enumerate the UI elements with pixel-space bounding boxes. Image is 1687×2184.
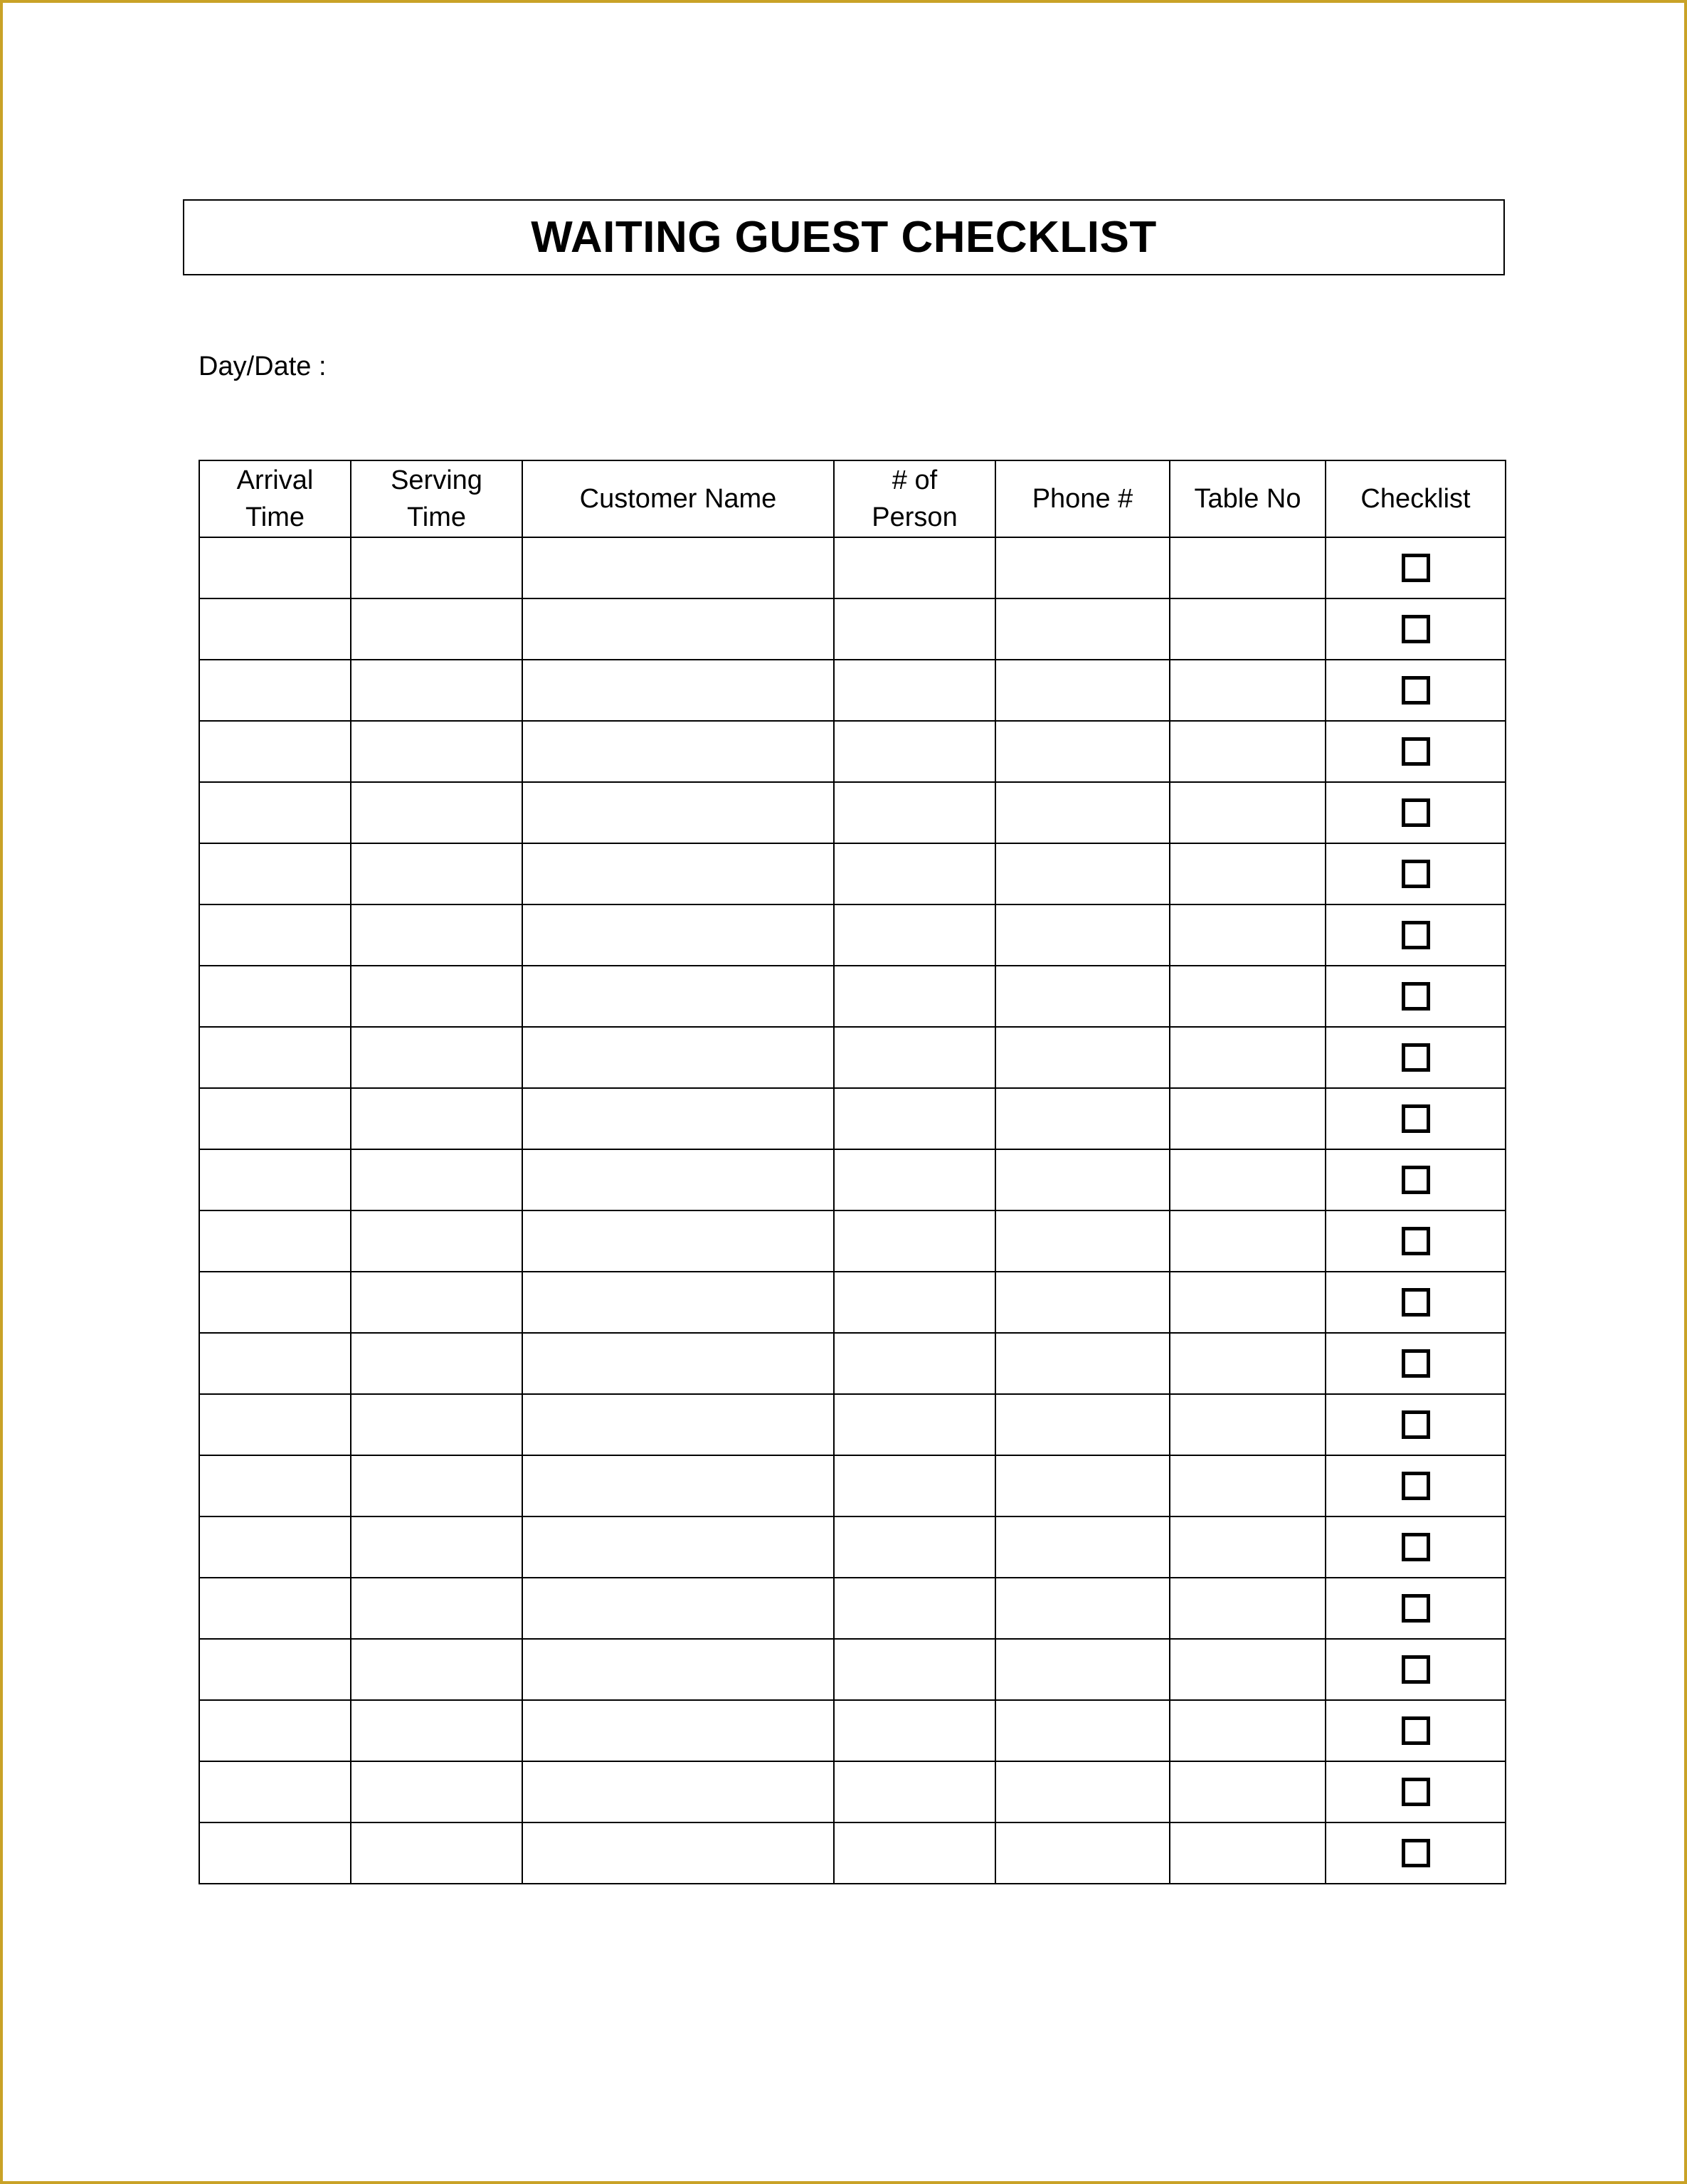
cell-checklist — [1326, 660, 1506, 721]
checklist-checkbox[interactable] — [1402, 1594, 1430, 1623]
checklist-checkbox[interactable] — [1402, 1288, 1430, 1317]
cell-table-no[interactable] — [1170, 843, 1326, 904]
cell-serving-time[interactable] — [351, 1088, 522, 1149]
cell-number-of-person[interactable] — [834, 1761, 995, 1822]
cell-serving-time[interactable] — [351, 1149, 522, 1210]
cell-customer-name[interactable] — [522, 1333, 834, 1394]
cell-arrival-time[interactable] — [199, 843, 351, 904]
cell-number-of-person[interactable] — [834, 598, 995, 660]
cell-serving-time[interactable] — [351, 782, 522, 843]
cell-phone[interactable] — [995, 1333, 1170, 1394]
cell-phone[interactable] — [995, 1822, 1170, 1884]
cell-serving-time[interactable] — [351, 1578, 522, 1639]
cell-checklist — [1326, 843, 1506, 904]
cell-checklist — [1326, 966, 1506, 1027]
cell-arrival-time[interactable] — [199, 1822, 351, 1884]
cell-number-of-person[interactable] — [834, 904, 995, 966]
cell-table-no[interactable] — [1170, 537, 1326, 598]
cell-serving-time[interactable] — [351, 1761, 522, 1822]
cell-serving-time[interactable] — [351, 598, 522, 660]
table-row — [199, 1700, 1506, 1761]
cell-customer-name[interactable] — [522, 1700, 834, 1761]
cell-customer-name[interactable] — [522, 721, 834, 782]
header-arrival-time — [199, 460, 351, 537]
cell-arrival-time[interactable] — [199, 1027, 351, 1088]
cell-serving-time[interactable] — [351, 1210, 522, 1272]
title-box — [183, 199, 1505, 275]
header-label: # of — [892, 465, 938, 495]
cell-customer-name[interactable] — [522, 904, 834, 966]
cell-phone[interactable] — [995, 1639, 1170, 1700]
checklist-checkbox[interactable] — [1402, 921, 1430, 949]
cell-serving-time[interactable] — [351, 1027, 522, 1088]
table-body — [199, 537, 1506, 1884]
checklist-checkbox[interactable] — [1402, 1043, 1430, 1072]
checklist-checkbox[interactable] — [1402, 615, 1430, 643]
cell-phone[interactable] — [995, 1761, 1170, 1822]
cell-checklist — [1326, 1210, 1506, 1272]
cell-number-of-person[interactable] — [834, 1822, 995, 1884]
checklist-checkbox[interactable] — [1402, 860, 1430, 888]
table-row — [199, 1088, 1506, 1149]
cell-serving-time[interactable] — [351, 1822, 522, 1884]
cell-serving-time[interactable] — [351, 660, 522, 721]
cell-arrival-time[interactable] — [199, 537, 351, 598]
table-row — [199, 660, 1506, 721]
cell-number-of-person[interactable] — [834, 782, 995, 843]
checklist-checkbox[interactable] — [1402, 1166, 1430, 1194]
header-customer-name — [522, 460, 834, 537]
cell-number-of-person[interactable] — [834, 1333, 995, 1394]
table-row — [199, 1822, 1506, 1884]
cell-arrival-time[interactable] — [199, 904, 351, 966]
cell-table-no[interactable] — [1170, 1455, 1326, 1516]
cell-checklist — [1326, 1639, 1506, 1700]
header-phone — [995, 460, 1170, 537]
cell-number-of-person[interactable] — [834, 1149, 995, 1210]
checklist-checkbox[interactable] — [1402, 1716, 1430, 1745]
table-row — [199, 1333, 1506, 1394]
cell-phone[interactable] — [995, 1394, 1170, 1455]
cell-serving-time[interactable] — [351, 904, 522, 966]
cell-table-no[interactable] — [1170, 966, 1326, 1027]
cell-customer-name[interactable] — [522, 966, 834, 1027]
checklist-checkbox[interactable] — [1402, 1410, 1430, 1439]
table-row — [199, 1149, 1506, 1210]
table-row — [199, 1210, 1506, 1272]
cell-checklist — [1326, 1516, 1506, 1578]
cell-table-no[interactable] — [1170, 660, 1326, 721]
cell-arrival-time[interactable] — [199, 1149, 351, 1210]
cell-checklist — [1326, 1272, 1506, 1333]
cell-serving-time[interactable] — [351, 1455, 522, 1516]
cell-phone[interactable] — [995, 721, 1170, 782]
header-label: Time — [245, 502, 305, 532]
cell-customer-name[interactable] — [522, 1455, 834, 1516]
checklist-checkbox[interactable] — [1402, 798, 1430, 827]
cell-phone[interactable] — [995, 1700, 1170, 1761]
cell-number-of-person[interactable] — [834, 537, 995, 598]
cell-arrival-time[interactable] — [199, 1516, 351, 1578]
checklist-checkbox[interactable] — [1402, 1533, 1430, 1561]
cell-arrival-time[interactable] — [199, 660, 351, 721]
table-row — [199, 1394, 1506, 1455]
cell-customer-name[interactable] — [522, 1761, 834, 1822]
cell-customer-name[interactable] — [522, 537, 834, 598]
cell-customer-name[interactable] — [522, 1822, 834, 1884]
checklist-checkbox[interactable] — [1402, 982, 1430, 1011]
cell-table-no[interactable] — [1170, 1822, 1326, 1884]
cell-arrival-time[interactable] — [199, 1700, 351, 1761]
cell-serving-time[interactable] — [351, 721, 522, 782]
checklist-checkbox[interactable] — [1402, 1778, 1430, 1806]
header-label: Table No — [1194, 484, 1301, 514]
cell-table-no[interactable] — [1170, 1149, 1326, 1210]
cell-table-no[interactable] — [1170, 1700, 1326, 1761]
cell-table-no[interactable] — [1170, 782, 1326, 843]
cell-table-no[interactable] — [1170, 1333, 1326, 1394]
page-title: WAITING GUEST CHECKLIST — [531, 213, 1157, 262]
header-checklist — [1326, 460, 1506, 537]
cell-table-no[interactable] — [1170, 1516, 1326, 1578]
table-row — [199, 1639, 1506, 1700]
table-row — [199, 1027, 1506, 1088]
cell-customer-name[interactable] — [522, 1578, 834, 1639]
cell-table-no[interactable] — [1170, 1272, 1326, 1333]
table-row — [199, 721, 1506, 782]
cell-table-no[interactable] — [1170, 598, 1326, 660]
cell-arrival-time[interactable] — [199, 721, 351, 782]
cell-number-of-person[interactable] — [834, 1027, 995, 1088]
cell-checklist — [1326, 782, 1506, 843]
cell-customer-name[interactable] — [522, 598, 834, 660]
cell-customer-name[interactable] — [522, 1088, 834, 1149]
cell-arrival-time[interactable] — [199, 1333, 351, 1394]
cell-phone[interactable] — [995, 1272, 1170, 1333]
header-label: Customer Name — [579, 484, 777, 514]
cell-checklist — [1326, 1333, 1506, 1394]
cell-checklist — [1326, 721, 1506, 782]
cell-serving-time[interactable] — [351, 1272, 522, 1333]
header-label: Phone # — [1032, 484, 1133, 514]
cell-customer-name[interactable] — [522, 782, 834, 843]
cell-number-of-person[interactable] — [834, 1210, 995, 1272]
cell-customer-name[interactable] — [522, 1272, 834, 1333]
cell-customer-name[interactable] — [522, 1394, 834, 1455]
cell-checklist — [1326, 1088, 1506, 1149]
cell-phone[interactable] — [995, 1149, 1170, 1210]
header-label: Person — [872, 502, 958, 532]
cell-checklist — [1326, 598, 1506, 660]
guest-checklist-table — [199, 460, 1506, 1884]
cell-number-of-person[interactable] — [834, 1700, 995, 1761]
day-date-label: Day/Date : — [199, 352, 327, 381]
checklist-checkbox[interactable] — [1402, 554, 1430, 582]
cell-checklist — [1326, 1700, 1506, 1761]
table-row — [199, 598, 1506, 660]
header-label: Time — [406, 502, 467, 532]
cell-customer-name[interactable] — [522, 1516, 834, 1578]
header-label: Serving — [391, 465, 482, 495]
cell-arrival-time[interactable] — [199, 782, 351, 843]
cell-customer-name[interactable] — [522, 1149, 834, 1210]
cell-phone[interactable] — [995, 904, 1170, 966]
cell-serving-time[interactable] — [351, 1639, 522, 1700]
cell-serving-time[interactable] — [351, 1516, 522, 1578]
cell-serving-time[interactable] — [351, 1394, 522, 1455]
table-row — [199, 1761, 1506, 1822]
cell-arrival-time[interactable] — [199, 598, 351, 660]
cell-checklist — [1326, 1761, 1506, 1822]
cell-phone[interactable] — [995, 660, 1170, 721]
cell-phone[interactable] — [995, 1455, 1170, 1516]
cell-table-no[interactable] — [1170, 904, 1326, 966]
cell-customer-name[interactable] — [522, 1210, 834, 1272]
cell-checklist — [1326, 1578, 1506, 1639]
checklist-checkbox[interactable] — [1402, 737, 1430, 766]
table-row — [199, 904, 1506, 966]
cell-number-of-person[interactable] — [834, 966, 995, 1027]
cell-phone[interactable] — [995, 782, 1170, 843]
cell-table-no[interactable] — [1170, 1210, 1326, 1272]
table-row — [199, 537, 1506, 598]
cell-arrival-time[interactable] — [199, 1578, 351, 1639]
cell-arrival-time[interactable] — [199, 1272, 351, 1333]
table-row — [199, 1578, 1506, 1639]
cell-phone[interactable] — [995, 1088, 1170, 1149]
header-label: Arrival — [236, 465, 314, 495]
cell-number-of-person[interactable] — [834, 721, 995, 782]
cell-customer-name[interactable] — [522, 1027, 834, 1088]
cell-table-no[interactable] — [1170, 1027, 1326, 1088]
checklist-checkbox[interactable] — [1402, 1472, 1430, 1500]
cell-table-no[interactable] — [1170, 1639, 1326, 1700]
cell-table-no[interactable] — [1170, 1088, 1326, 1149]
table-row — [199, 1516, 1506, 1578]
header-serving-time — [351, 460, 522, 537]
cell-checklist — [1326, 1455, 1506, 1516]
checklist-checkbox[interactable] — [1402, 676, 1430, 705]
checklist-checkbox[interactable] — [1402, 1227, 1430, 1255]
checklist-checkbox[interactable] — [1402, 1655, 1430, 1684]
cell-customer-name[interactable] — [522, 843, 834, 904]
cell-arrival-time[interactable] — [199, 1455, 351, 1516]
cell-number-of-person[interactable] — [834, 1455, 995, 1516]
cell-table-no[interactable] — [1170, 1394, 1326, 1455]
table-row — [199, 1272, 1506, 1333]
cell-serving-time[interactable] — [351, 843, 522, 904]
table-row — [199, 966, 1506, 1027]
cell-phone[interactable] — [995, 537, 1170, 598]
cell-arrival-time[interactable] — [199, 1088, 351, 1149]
cell-serving-time[interactable] — [351, 1700, 522, 1761]
cell-serving-time[interactable] — [351, 1333, 522, 1394]
cell-phone[interactable] — [995, 1210, 1170, 1272]
cell-customer-name[interactable] — [522, 1639, 834, 1700]
cell-table-no[interactable] — [1170, 721, 1326, 782]
cell-phone[interactable] — [995, 843, 1170, 904]
cell-serving-time[interactable] — [351, 537, 522, 598]
cell-phone[interactable] — [995, 598, 1170, 660]
checklist-checkbox[interactable] — [1402, 1104, 1430, 1133]
header-number-of-person — [834, 460, 995, 537]
cell-number-of-person[interactable] — [834, 843, 995, 904]
table-row — [199, 782, 1506, 843]
cell-table-no[interactable] — [1170, 1761, 1326, 1822]
cell-checklist — [1326, 537, 1506, 598]
cell-number-of-person[interactable] — [834, 1516, 995, 1578]
cell-serving-time[interactable] — [351, 966, 522, 1027]
checklist-checkbox[interactable] — [1402, 1839, 1430, 1867]
cell-arrival-time[interactable] — [199, 1210, 351, 1272]
cell-checklist — [1326, 1027, 1506, 1088]
cell-table-no[interactable] — [1170, 1578, 1326, 1639]
table-row — [199, 843, 1506, 904]
cell-checklist — [1326, 1149, 1506, 1210]
checklist-checkbox[interactable] — [1402, 1349, 1430, 1378]
header-label: Checklist — [1360, 484, 1471, 514]
cell-arrival-time[interactable] — [199, 1761, 351, 1822]
cell-phone[interactable] — [995, 1027, 1170, 1088]
table-row — [199, 1455, 1506, 1516]
cell-number-of-person[interactable] — [834, 1639, 995, 1700]
cell-number-of-person[interactable] — [834, 1088, 995, 1149]
header-table-no — [1170, 460, 1326, 537]
cell-checklist — [1326, 1822, 1506, 1884]
header-row — [199, 460, 1506, 537]
cell-number-of-person[interactable] — [834, 1578, 995, 1639]
cell-customer-name[interactable] — [522, 660, 834, 721]
cell-phone[interactable] — [995, 1578, 1170, 1639]
cell-arrival-time[interactable] — [199, 1394, 351, 1455]
cell-number-of-person[interactable] — [834, 1272, 995, 1333]
cell-arrival-time[interactable] — [199, 1639, 351, 1700]
cell-checklist — [1326, 1394, 1506, 1455]
cell-arrival-time[interactable] — [199, 966, 351, 1027]
cell-number-of-person[interactable] — [834, 1394, 995, 1455]
cell-number-of-person[interactable] — [834, 660, 995, 721]
cell-phone[interactable] — [995, 1516, 1170, 1578]
cell-checklist — [1326, 904, 1506, 966]
cell-phone[interactable] — [995, 966, 1170, 1027]
